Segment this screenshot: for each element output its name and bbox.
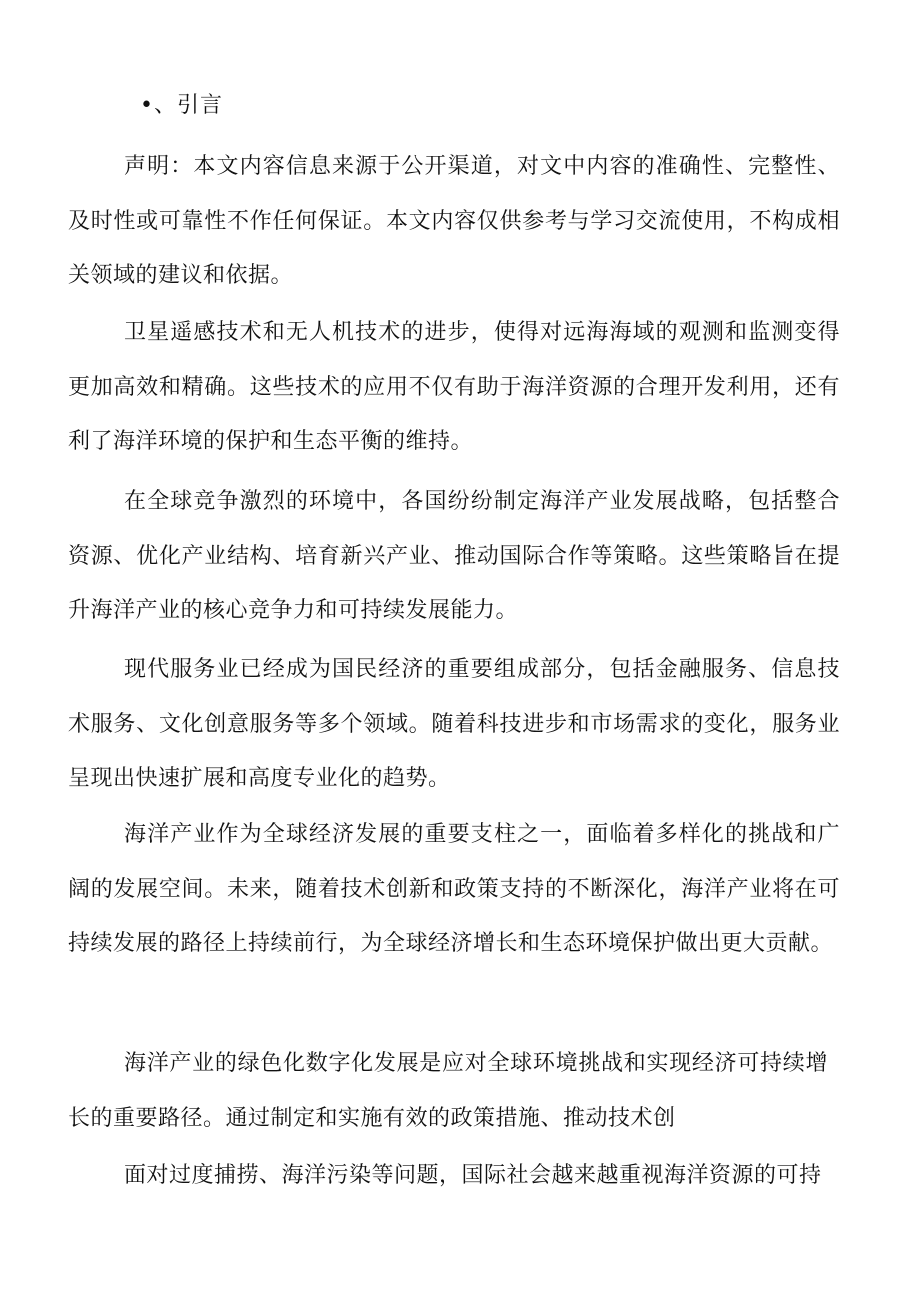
paragraph-green-digital: 海洋产业的绿色化数字化发展是应对全球环境挑战和实现经济可持续增长的重要路径。通过制定和实施有效的政策措施、推动技术创 [68,1051,828,1131]
paragraph-overfishing: 面对过度捕捞、海洋污染等问题，国际社会越来越重视海洋资源的可持 [124,1163,822,1188]
paragraph-remote-sensing: 卫星遥感技术和无人机技术的进步，使得对远海海域的观测和监测变得更加高效和精确。这些技术的应用不仅有助于海洋资源的合理开发利用，还有利了海洋环境的保护和生态平衡的维持。 [68,320,840,454]
paragraph-disclaimer: 声明：本文内容信息来源于公开渠道，对文中内容的准确性、完整性、及时性或可靠性不作任何保证。本文内容仅供参考与学习交流使用，不构成相关领域的建议和依据。 [68,154,840,288]
paragraph-marine-industry-outlook: 海洋产业作为全球经济发展的重要支柱之一，面临着多样化的挑战和广阔的发展空间。未来，随着技术创新和政策支持的不断深化，海洋产业将在可持续发展的路径上持续前行，为全球经济增长和生态环境保护做出更大贡献。 [68,822,840,956]
paragraph-global-competition: 在全球竞争激烈的环境中，各国纷纷制定海洋产业发展战略，包括整合资源、优化产业结构、培育新兴产业、推动国际合作等策略。这些策略旨在提升海洋产业的核心竞争力和可持续发展能力。 [68,489,840,623]
section-heading: •、引言 [140,93,223,118]
paragraph-modern-services: 现代服务业已经成为国民经济的重要组成部分，包括金融服务、信息技术服务、文化创意服务等多个领域。随着科技进步和市场需求的变化，服务业呈现出快速扩展和高度专业化的趋势。 [68,657,840,791]
